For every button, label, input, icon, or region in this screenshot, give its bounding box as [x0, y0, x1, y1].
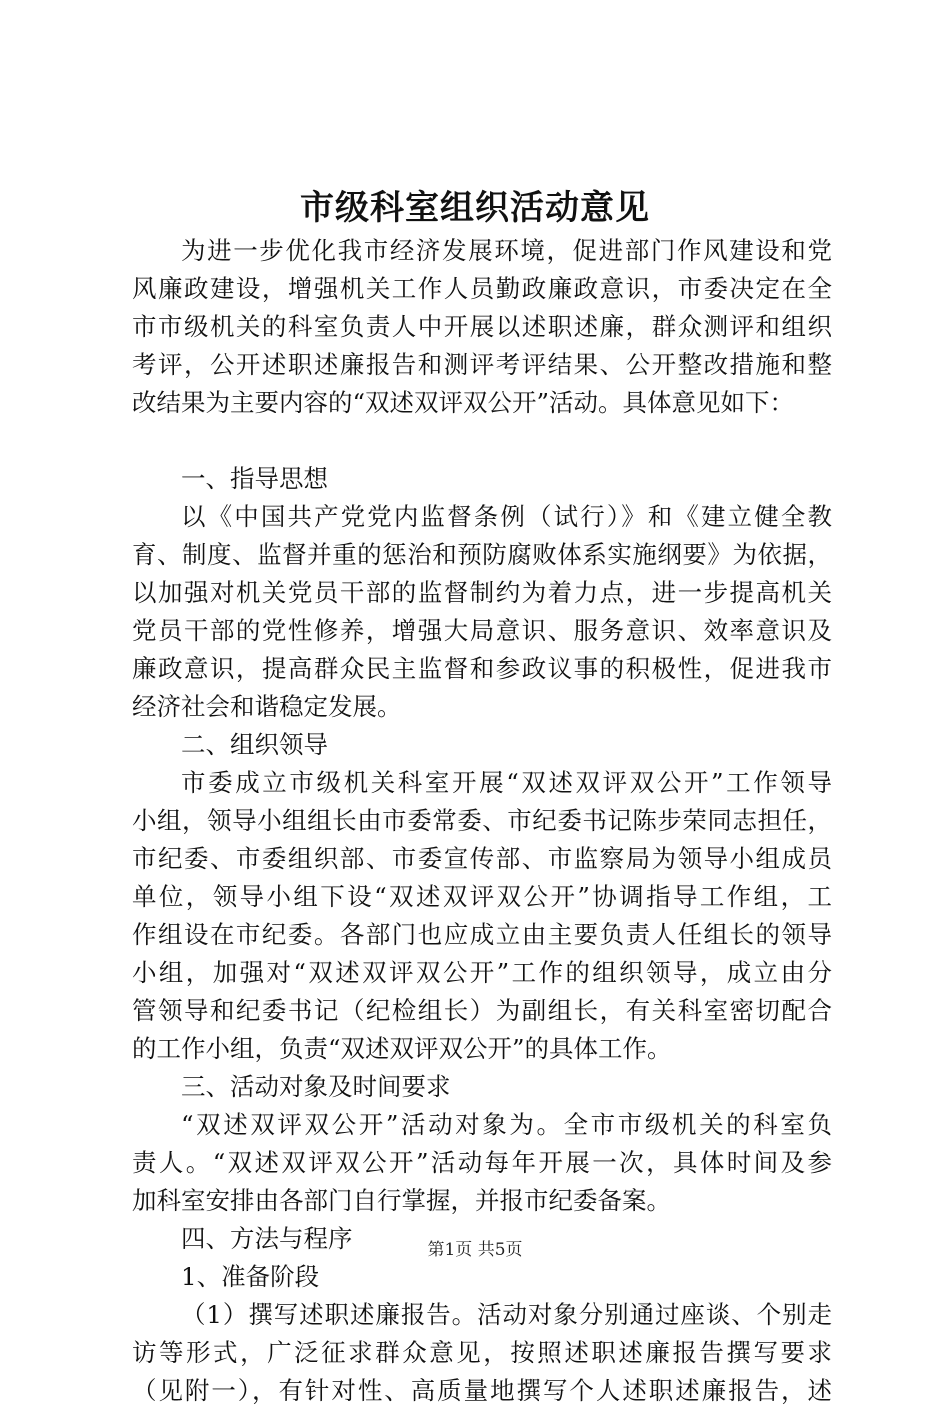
text-line: 考评，公开述职述廉报告和测评考评结果、公开整改措施和整: [132, 350, 832, 379]
text-line: 市市级机关的科室负责人中开展以述职述廉，群众测评和组织: [132, 312, 832, 341]
text-line: 为进一步优化我市经济发展环境，促进部门作风建设和党: [181, 236, 832, 265]
text-line: “双述双评双公开”活动对象为。全市市级机关的科室负: [181, 1110, 832, 1139]
text-line: 以加强对机关党员干部的监督制约为着力点，进一步提高机关: [132, 578, 832, 607]
text-line: 小组，加强对“双述双评双公开”工作的组织领导，成立由分: [132, 958, 832, 987]
document-title: 市级科室组织活动意见: [300, 188, 650, 228]
document-body: [132, 232, 832, 1410]
text-line: 小组，领导小组组长由市委常委、市纪委书记陈步荣同志担任，: [132, 806, 832, 835]
text-line: 改结果为主要内容的“双述双评双公开”活动。具体意见如下：: [132, 388, 795, 417]
text-line: 党员干部的党性修养，增强大局意识、服务意识、效率意识及: [132, 616, 832, 645]
text-line: 市委成立市级机关科室开展“双述双评双公开”工作领导: [181, 768, 832, 797]
text-line: 二、组织领导: [181, 730, 328, 759]
text-line: 责人。“双述双评双公开”活动每年开展一次，具体时间及参: [132, 1148, 832, 1177]
text-line: 育、制度、监督并重的惩治和预防腐败体系实施纲要》为依据，: [132, 540, 832, 569]
text-line: 四、方法与程序: [181, 1224, 353, 1253]
text-line: 的工作小组，负责“双述双评双公开”的具体工作。: [132, 1034, 672, 1063]
text-line: 访等形式，广泛征求群众意见，按照述职述廉报告撰写要求: [132, 1338, 832, 1367]
page-number: 第1页 共5页: [427, 1240, 523, 1260]
text-line: 风廉政建设，增强机关工作人员勤政廉政意识，市委决定在全: [132, 274, 832, 303]
blank-line: [132, 422, 832, 460]
text-line: 一、指导思想: [181, 464, 328, 493]
text-line: 廉政意识，提高群众民主监督和参政议事的积极性，促进我市: [132, 654, 832, 683]
text-line: 市纪委、市委组织部、市委宣传部、市监察局为领导小组成员: [132, 844, 832, 873]
text-line: 作组设在市纪委。各部门也应成立由主要负责人任组长的领导: [132, 920, 832, 949]
text-line: 1、准备阶段: [181, 1262, 320, 1291]
text-line: 加科室安排由各部门自行掌握，并报市纪委备案。: [132, 1186, 671, 1215]
text-line: （见附一），有针对性、高质量地撰写个人述职述廉报告，述: [132, 1376, 832, 1405]
text-line: 单位，领导小组下设“双述双评双公开”协调指导工作组，工: [132, 882, 832, 911]
text-line: 三、活动对象及时间要求: [181, 1072, 451, 1101]
text-line: （1）撰写述职述廉报告。活动对象分别通过座谈、个别走: [181, 1300, 832, 1329]
text-line: 以《中国共产党党内监督条例（试行）》和《建立健全教: [181, 502, 832, 531]
text-line: 管领导和纪委书记（纪检组长）为副组长，有关科室密切配合: [132, 996, 832, 1025]
text-line: 经济社会和谐稳定发展。: [132, 692, 402, 721]
